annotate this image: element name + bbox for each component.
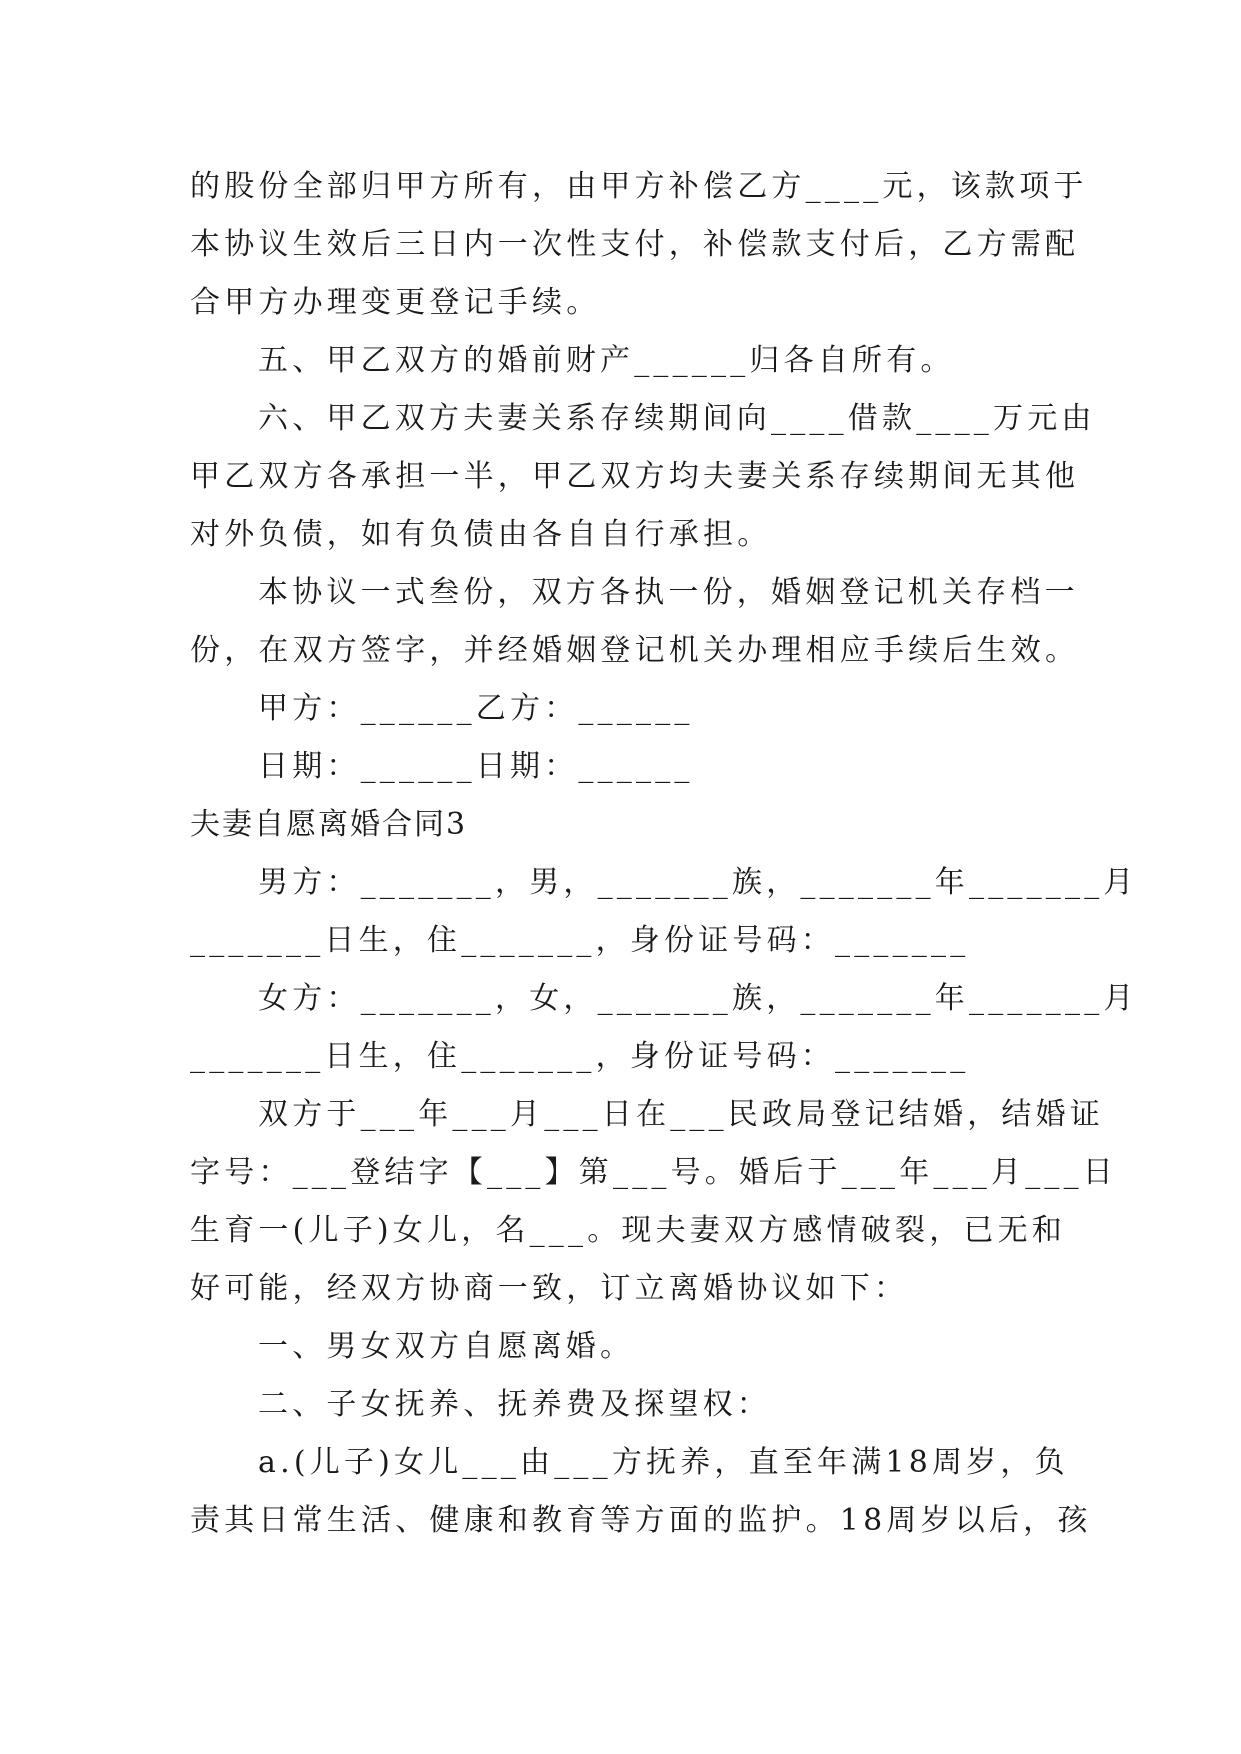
text-line: 日期：______日期：______	[258, 749, 694, 784]
text-line: 的股份全部归甲方所有，由甲方补偿乙方____元，该款项于	[190, 169, 1088, 204]
text-line: 对外负债，如有负债由各自自行承担。	[190, 517, 772, 552]
text-line: 本协议生效后三日内一次性支付，补偿款支付后，乙方需配	[190, 227, 1080, 262]
text-line: 六、甲乙双方夫妻关系存续期间向____借款____万元由	[258, 401, 1096, 436]
text-line: 五、甲乙双方的婚前财产______归各自所有。	[258, 343, 955, 378]
text-line: 一、男女双方自愿离婚。	[258, 1329, 635, 1364]
text-line: 男方：_______，男，_______族，_______年_______月	[258, 865, 1138, 900]
text-line: 责其日常生活、健康和教育等方面的监护。18周岁以后，孩	[190, 1503, 1092, 1538]
text-line: 字号：___登结字【___】第___号。婚后于___年___月___日	[190, 1155, 1117, 1190]
text-line: _______日生，住_______，身份证号码：_______	[190, 1039, 970, 1074]
document-body	[190, 158, 1138, 1550]
text-line: 甲乙双方各承担一半，甲乙双方均夫妻关系存续期间无其他	[190, 459, 1080, 494]
text-line: a.(儿子)女儿___由___方抚养，直至年满18周岁，负	[258, 1445, 1069, 1480]
text-line: 女方：_______，女，_______族，_______年_______月	[258, 981, 1138, 1016]
text-line: 份，在双方签字，并经婚姻登记机关办理相应手续后生效。	[190, 633, 1080, 668]
section-title: 夫妻自愿离婚合同3	[190, 807, 468, 842]
text-line: _______日生，住_______，身份证号码：_______	[190, 923, 970, 958]
text-line: 双方于___年___月___日在___民政局登记结婚，结婚证	[258, 1097, 1104, 1132]
text-line: 甲方：______乙方：______	[258, 691, 694, 726]
text-line: 二、子女抚养、抚养费及探望权：	[258, 1387, 771, 1422]
text-line: 合甲方办理变更登记手续。	[190, 285, 601, 320]
text-line: 生育一(儿子)女儿，名___。现夫妻双方感情破裂，已无和	[190, 1213, 1067, 1248]
text-line: 好可能，经双方协商一致，订立离婚协议如下：	[190, 1271, 909, 1306]
text-line: 本协议一式叁份，双方各执一份，婚姻登记机关存档一	[258, 575, 1079, 610]
